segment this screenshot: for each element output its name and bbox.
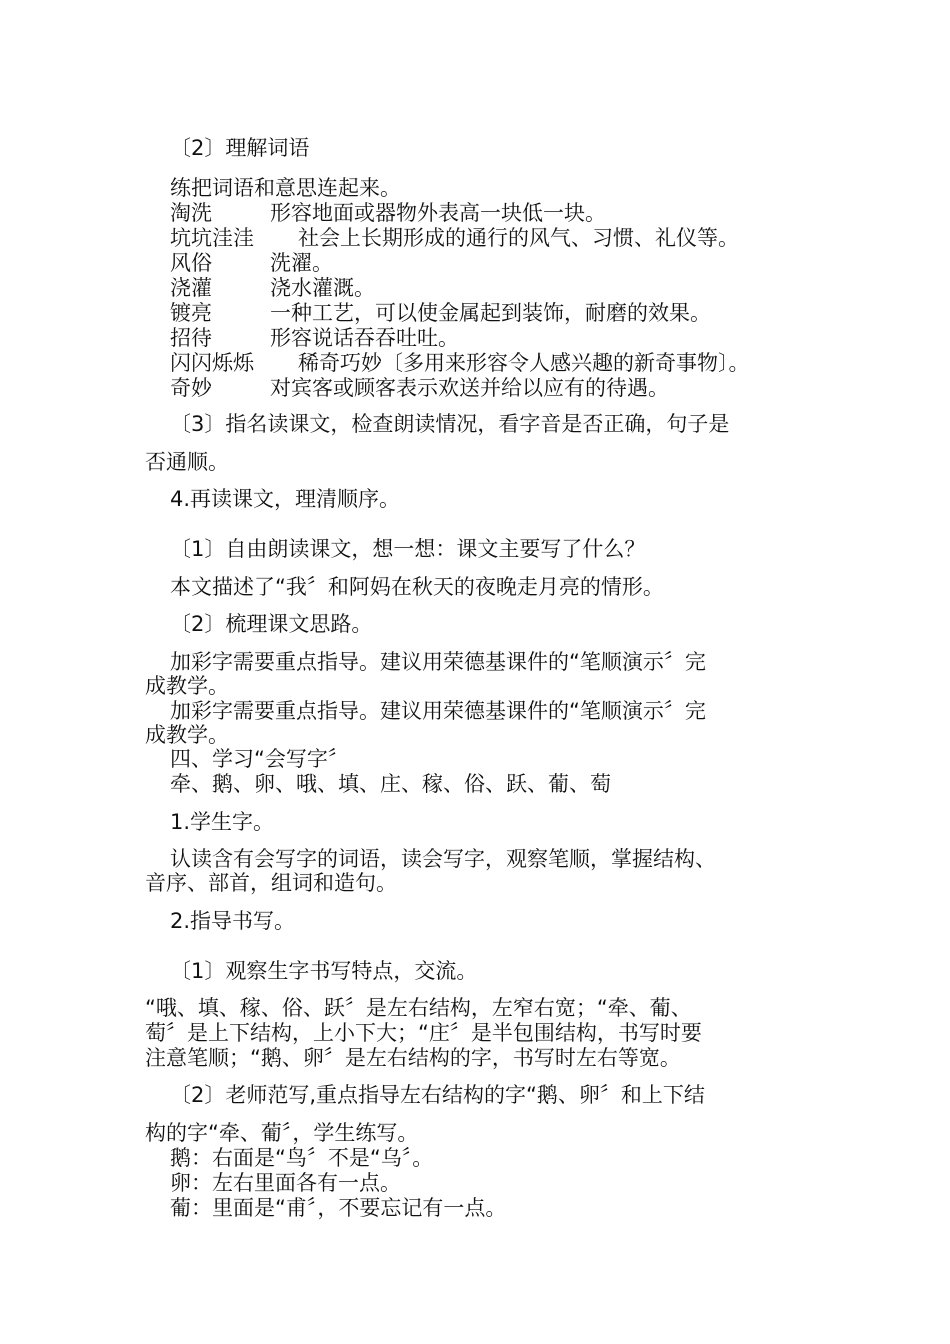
- character-list: 牵、鹅、卵、哦、填、庄、稼、俗、跃、葡、萄: [170, 772, 611, 796]
- paragraph: 加彩字需要重点指导。建议用荣德基课件的“笔顺演示〞完: [170, 699, 706, 723]
- paragraph: 〔2〕老师范写,重点指导左右结构的字“鹅、卵〞和上下结: [170, 1083, 705, 1107]
- matching-row: [0, 201, 950, 225]
- step-heading: 2.指导书写。: [170, 909, 296, 933]
- matching-definition: 稀奇巧妙〔多用来形容令人感兴趣的新奇事物〕。: [298, 351, 750, 375]
- matching-term: 浇灌: [170, 276, 212, 300]
- matching-definition: 社会上长期形成的通行的风气、习惯、礼仪等。: [298, 226, 739, 250]
- matching-definition: 形容说话吞吞吐吐。: [270, 326, 459, 350]
- step-heading: 1.学生字。: [170, 810, 275, 834]
- question: 〔1〕自由朗读课文，想一想：课文主要写了什么？: [170, 537, 646, 561]
- matching-definition: 浇水灌溉。: [270, 276, 375, 300]
- writing-tip: 葡：里面是“甫〞，不要忘记有一点。: [170, 1196, 507, 1220]
- paragraph: 加彩字需要重点指导。建议用荣德基课件的“笔顺演示〞完: [170, 650, 706, 674]
- paragraph: 萄〞是上下结构，上小下大；“庄〞是半包围结构，书写时要: [145, 1021, 702, 1045]
- matching-row: [0, 251, 950, 275]
- paragraph: 注意笔顺；“鹅、卵〞是左右结构的字，书写时左右等宽。: [145, 1046, 681, 1070]
- paragraph: 否通顺。: [145, 450, 229, 474]
- section-heading: 〔2〕理解词语: [170, 136, 310, 160]
- paragraph: “哦、填、稼、俗、跃〞是左右结构，左窄右宽；“牵、葡、: [145, 996, 692, 1020]
- matching-row: [0, 351, 950, 375]
- matching-term: 坑坑洼洼: [170, 226, 254, 250]
- matching-term: 招待: [170, 326, 212, 350]
- matching-instruction: 练把词语和意思连起来。: [170, 176, 401, 200]
- writing-tip: 鹅：右面是“鸟〞不是“乌〞。: [170, 1146, 434, 1170]
- matching-row: [0, 376, 950, 400]
- matching-row: [0, 326, 950, 350]
- matching-definition: 洗濯。: [270, 251, 333, 275]
- answer: 本文描述了“我〞和阿妈在秋天的夜晚走月亮的情形。: [170, 575, 664, 599]
- paragraph: 成教学。: [145, 723, 229, 747]
- matching-term: 闪闪烁烁: [170, 351, 254, 375]
- question: 〔1〕观察生字书写特点，交流。: [170, 959, 478, 983]
- matching-definition: 对宾客或顾客表示欢送并给以应有的待遇。: [270, 376, 669, 400]
- paragraph: 构的字“牵、葡〞，学生练写。: [145, 1121, 419, 1145]
- matching-term: 奇妙: [170, 376, 212, 400]
- matching-definition: 形容地面或器物外表高一块低一块。: [270, 201, 606, 225]
- matching-definition: 一种工艺，可以使金属起到装饰，耐磨的效果。: [270, 301, 711, 325]
- matching-term: 淘洗: [170, 201, 212, 225]
- matching-term: 镀亮: [170, 301, 212, 325]
- paragraph: 〔3〕指名读课文，检查朗读情况，看字音是否正确，句子是: [170, 412, 730, 436]
- paragraph: 音序、部首，组词和造句。: [145, 871, 397, 895]
- matching-term: 风俗: [170, 251, 212, 275]
- matching-row: [0, 226, 950, 250]
- step-heading: 4.再读课文，理清顺序。: [170, 487, 401, 511]
- matching-row: [0, 276, 950, 300]
- section-heading: 四、学习“会写字〞: [170, 747, 349, 771]
- writing-tip: 卵：左右里面各有一点。: [170, 1171, 401, 1195]
- paragraph: 认读含有会写字的词语，读会写字，观察笔顺，掌握结构、: [170, 847, 716, 871]
- question: 〔2〕梳理课文思路。: [170, 612, 373, 636]
- paragraph: 成教学。: [145, 674, 229, 698]
- matching-row: [0, 301, 950, 325]
